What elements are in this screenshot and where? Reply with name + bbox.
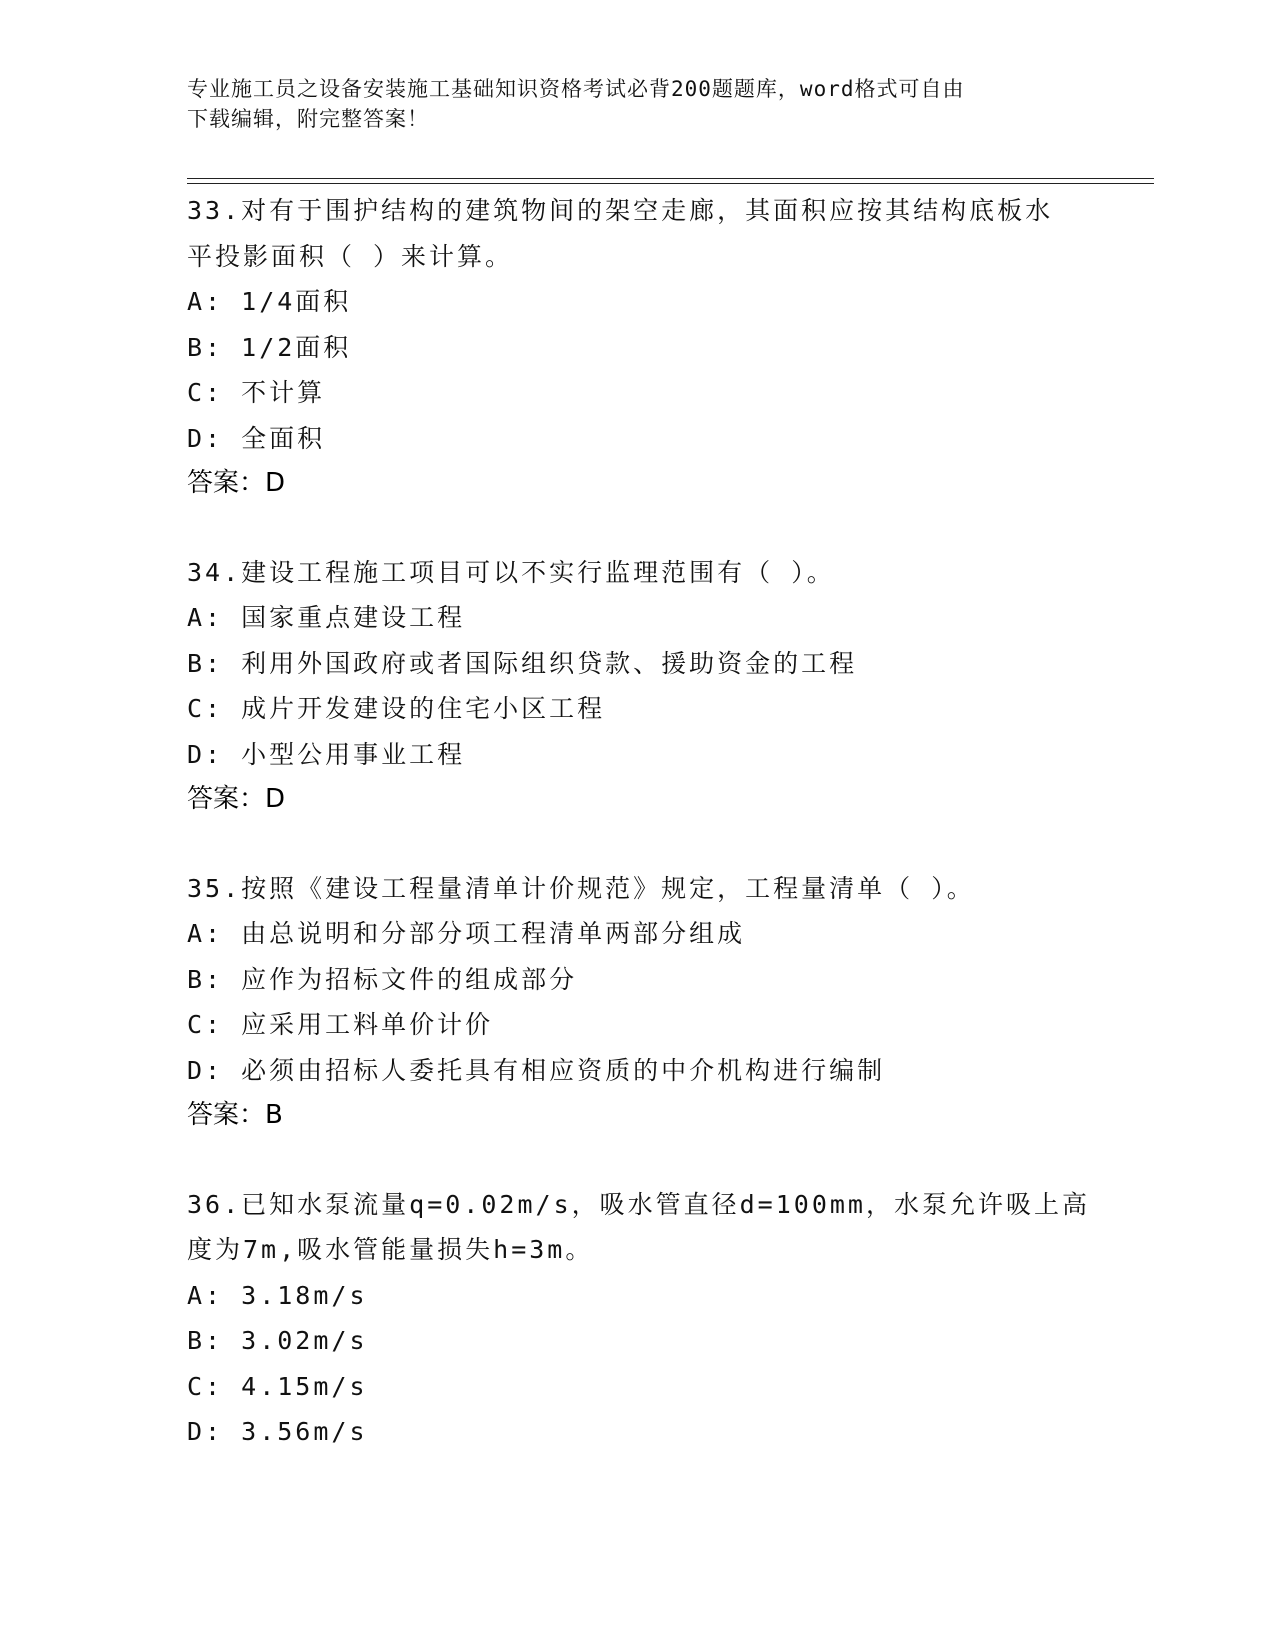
question-text: 平投影面积（ ）来计算。 bbox=[187, 241, 514, 271]
option-a: A: 3.18m/s bbox=[187, 1280, 368, 1310]
question-36 bbox=[187, 1182, 1090, 1455]
question-text: 34.建设工程施工项目可以不实行监理范围有（ ）。 bbox=[187, 557, 835, 587]
question-33 bbox=[187, 188, 1087, 507]
header-line-1: 专业施工员之设备安装施工基础知识资格考试必背200题题库，word格式可自由 bbox=[187, 77, 965, 101]
question-text: 36.已知水泵流量q=0.02m/s，吸水管直径d=100mm，水泵允许吸上高 bbox=[187, 1189, 1090, 1219]
option-a: A: 国家重点建设工程 bbox=[187, 603, 466, 632]
answer: 答案：D bbox=[187, 784, 286, 814]
question-list bbox=[187, 188, 1090, 1498]
option-a: A: 由总说明和分部分项工程清单两部分组成 bbox=[187, 919, 746, 948]
option-c: C: 应采用工料单价计价 bbox=[187, 1010, 494, 1039]
option-b: B: 3.02m/s bbox=[187, 1326, 368, 1355]
answer: 答案：B bbox=[187, 1100, 283, 1130]
option-c: C: 成片开发建设的住宅小区工程 bbox=[187, 694, 606, 723]
question-text: 33.对有于围护结构的建筑物间的架空走廊，其面积应按其结构底板水 bbox=[187, 196, 1054, 225]
question-text: 35.按照《建设工程量清单计价规范》规定，工程量清单（ ）。 bbox=[187, 873, 975, 903]
option-d: D: 3.56m/s bbox=[187, 1417, 368, 1446]
option-a: A: 1/4面积 bbox=[187, 287, 352, 316]
option-c: C: 4.15m/s bbox=[187, 1371, 368, 1401]
document-header bbox=[187, 74, 1067, 134]
question-34 bbox=[187, 550, 1087, 823]
option-c: C: 不计算 bbox=[187, 378, 326, 407]
question-text: 度为7m,吸水管能量损失h=3m。 bbox=[187, 1235, 594, 1264]
option-b: B: 1/2面积 bbox=[187, 332, 352, 362]
option-b: B: 应作为招标文件的组成部分 bbox=[187, 964, 578, 994]
option-d: D: 必须由招标人委托具有相应资质的中介机构进行编制 bbox=[187, 1055, 886, 1085]
option-b: B: 利用外国政府或者国际组织贷款、援助资金的工程 bbox=[187, 648, 858, 678]
option-d: D: 小型公用事业工程 bbox=[187, 739, 466, 769]
header-line-2: 下载编辑，附完整答案！ bbox=[187, 107, 429, 131]
option-d: D: 全面积 bbox=[187, 423, 326, 453]
question-35 bbox=[187, 866, 1087, 1139]
header-divider bbox=[187, 178, 1154, 184]
answer: 答案：D bbox=[187, 468, 286, 498]
